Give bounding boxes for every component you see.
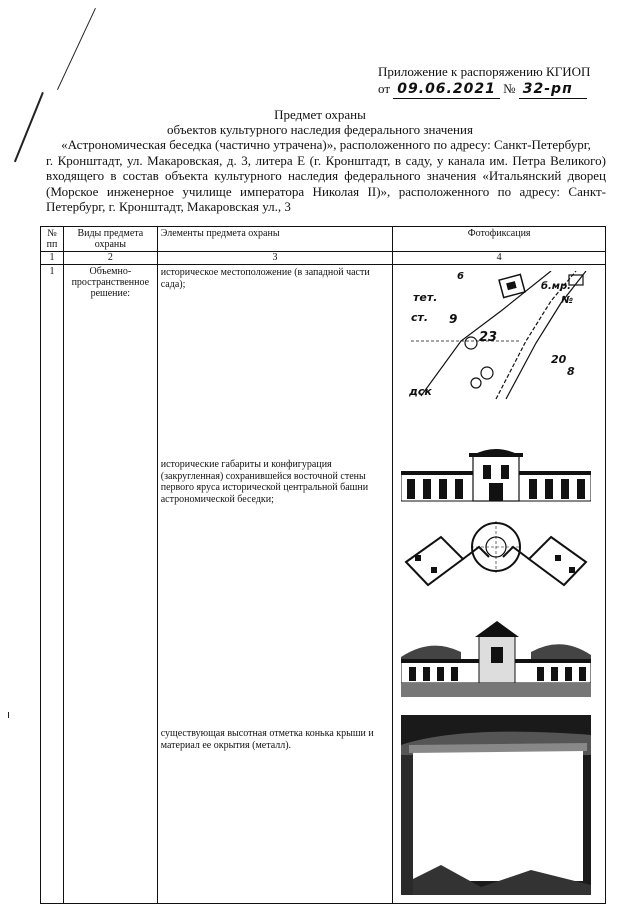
col-header-type: Виды предмета охраны: [63, 227, 157, 252]
map-label: 23: [479, 330, 498, 345]
map-label: №: [561, 295, 574, 306]
pen-stroke-1: [57, 8, 96, 90]
col-header-num: № пп: [41, 227, 64, 252]
col-header-elements: Элементы предмета охраны: [157, 227, 393, 252]
annex-header: [378, 63, 590, 99]
location-map-image: [401, 271, 591, 401]
map-label: 6: [457, 271, 465, 282]
map-label: ст.: [411, 311, 429, 324]
annex-line: Приложение к распоряжению КГИОП: [378, 64, 591, 79]
facade-drawing-image: [401, 443, 591, 505]
roof-photo-image: [401, 715, 591, 895]
map-label: тет.: [413, 291, 438, 304]
map-label: б.мр.: [541, 281, 572, 292]
map-label: 8: [567, 365, 575, 378]
row-num: 1: [41, 265, 64, 904]
table-header-row: [41, 227, 606, 252]
protection-table: [40, 226, 606, 904]
doc-subtitle: объектов культурного наследия федерального значения: [167, 122, 473, 137]
map-label: 20: [551, 353, 567, 366]
row-elements: [157, 265, 393, 904]
table-number-row: 1 2 3 4: [41, 252, 606, 265]
historic-photo-image: [401, 617, 591, 697]
row-photos: [393, 265, 606, 904]
page-mark: [8, 712, 9, 718]
annex-date-line: от 09.06.2021 № 32-рп: [378, 80, 590, 99]
element-location: историческое местоположение (в западной части сада);: [160, 267, 370, 290]
object-description: «Астрономическая беседка (частично утрачена)», расположенного по адресу: Санкт-Петербург, г. Кронштадт, ул. Макаровская, д. 3, литера Е (г. Кронштадт, в саду, у канала им. Петра Великого) входящего в состав объекта культурного наследия федерального значения «Итальянский дворец (Морское инженерное училище императора Николая II)», расположенного по адресу: Санкт-Петербург, г. Кронштадт, Макаровская ул., 3: [46, 137, 606, 214]
col-header-photo: Фотофиксация: [393, 227, 606, 252]
annex-date: 09.06.2021: [393, 81, 500, 99]
annex-number: 32-рп: [519, 81, 587, 99]
element-dimensions: исторические габариты и конфигурация (закругленная) сохранившейся восточной стены первого яруса исторической центральной башни астрономической беседки;: [160, 459, 369, 505]
plan-drawing-image: [401, 517, 591, 607]
element-roof: существующая высотная отметка конька крыши и материал ее окрытия (металл).: [160, 728, 374, 751]
doc-title: Предмет охраны: [274, 107, 366, 122]
table-row: [41, 265, 606, 904]
map-label: 9: [449, 312, 458, 326]
map-label: дск: [409, 385, 433, 398]
row-type: Объемно-пространственное решение:: [63, 265, 157, 904]
